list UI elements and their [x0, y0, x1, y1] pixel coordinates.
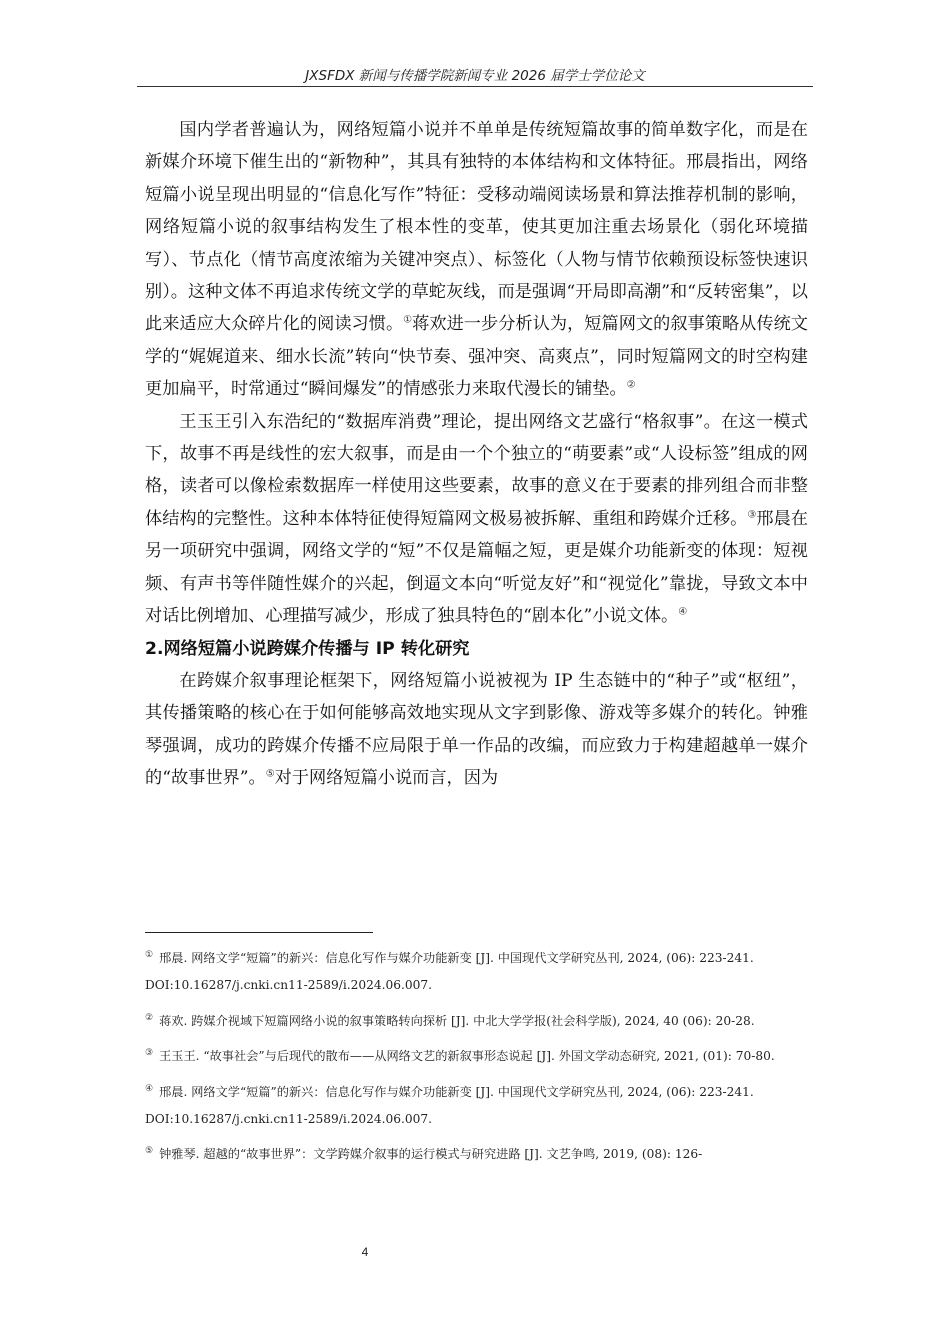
footnote-text: 邢晨. 网络文学“短篇”的新兴：信息化写作与媒介功能新变 [J]. 中国现代文学研究丛刊, 2024, (06): 223-241. DOI:10.16287/j.cnki.cn11-2589/i.2024.06.007.	[145, 951, 754, 993]
paragraph-3	[145, 665, 808, 795]
footnote-mark: ②	[145, 1012, 154, 1023]
footnotes	[145, 945, 808, 1177]
section-heading: 2.网络短篇小说跨媒介传播与 IP 转化研究	[145, 638, 470, 659]
footnote-text: 王玉王. “故事社会”与后现代的散布——从网络文艺的新叙事形态说起 [J]. 外国文学动态研究, 2021, (01): 70-80.	[159, 1049, 775, 1064]
footnote-ref-4[interactable]: ④	[678, 606, 688, 618]
page-number: 4	[361, 1245, 369, 1259]
paragraph-3-text-a: 在跨媒介叙事理论框架下，网络短篇小说被视为 IP 生态链中的“种子”或“枢纽”，其传播策略的核心在于如何能够高效地实现从文字到影像、游戏等多媒介的转化。钟雅琴强调，成功的跨媒介传播不应局限于单一作品的改编，而应致力于构建超越单一媒介的“故事世界”。	[145, 670, 808, 789]
footnote-ref-3[interactable]: ③	[747, 509, 757, 521]
footnote-text: 钟雅琴. 超越的“故事世界”：文学跨媒介叙事的运行模式与研究进路 [J]. 文艺争鸣, 2019, (08): 126-	[159, 1147, 703, 1162]
paragraph-1-text-a: 国内学者普遍认为，网络短篇小说并不单单是传统短篇故事的简单数字化，而是在新媒介环境下催生出的“新物种”，其具有独特的本体结构和文体特征。邢晨指出，网络短篇小说呈现出明显的“信息化写作”特征：受移动端阅读场景和算法推荐机制的影响，网络短篇小说的叙事结构发生了根本性的变革，使其更加注重去场景化（弱化环境描写）、节点化（情节高度浓缩为关键冲突点）、标签化（人物与情节依赖预设标签快速识别）。这种文体不再追求传统文学的草蛇灰线，而是强调“开局即高潮”和“反转密集”，以此来适应大众碎片化的阅读习惯。	[145, 120, 808, 335]
footnote-mark: ⑤	[145, 1146, 154, 1157]
footnote-mark: ③	[145, 1048, 154, 1059]
paragraph-2	[145, 406, 808, 633]
footnote-ref-2[interactable]: ②	[626, 379, 636, 391]
main-body	[145, 114, 808, 795]
footnote-item	[145, 1141, 808, 1168]
footnote-ref-5[interactable]: ⑤	[265, 768, 275, 780]
footnote-item	[145, 1079, 808, 1134]
footnote-divider	[145, 932, 373, 933]
footnote-item	[145, 1008, 808, 1035]
running-header: JXSFDX 新闻与传播学院新闻专业 2026 届学士学位论文	[305, 68, 645, 84]
paragraph-1	[145, 114, 808, 406]
paragraph-2-text-a: 王玉王引入东浩纪的“数据库消费”理论，提出网络文艺盛行“格叙事”。在这一模式下，故事不再是线性的宏大叙事，而是由一个个独立的“萌要素”或“人设标签”组成的网格，读者可以像检索数据库一样使用这些要素，故事的意义在于要素的排列组合而非整体结构的完整性。这种本体特征使得短篇网文极易被拆解、重组和跨媒介迁移。	[145, 411, 808, 529]
paragraph-3-text-b: 对于网络短篇小说而言，因为	[274, 768, 499, 789]
footnote-item	[145, 1043, 808, 1070]
paragraph-2-text-b: 邢晨在另一项研究中强调，网络文学的“短”不仅是篇幅之短，更是媒介功能新变的体现：短视频、有声书等伴随性媒介的兴起，倒逼文本向“听觉友好”和“视觉化”靠拢，导致文本中对话比例增加、心理描写减少，形成了独具特色的“剧本化”小说文体。	[145, 508, 808, 627]
footnote-item	[145, 945, 808, 1000]
footnote-mark: ④	[145, 1083, 154, 1094]
footnote-ref-1[interactable]: ①	[403, 314, 413, 326]
paragraph-1-text-b: 蒋欢进一步分析认为，短篇网文的叙事策略从传统文学的“娓娓道来、细水长流”转向“快节奏、强冲突、高爽点”，同时短篇网文的时空构建更加扁平，时常通过“瞬间爆发”的情感张力来取代漫长的铺垫。	[145, 314, 808, 400]
footnote-mark: ①	[145, 949, 154, 960]
footnote-text: 蒋欢. 跨媒介视域下短篇网络小说的叙事策略转向探析 [J]. 中北大学学报(社会科学版), 2024, 40 (06): 20-28.	[159, 1013, 755, 1028]
header-divider	[137, 86, 813, 87]
footnote-text: 邢晨. 网络文学“短篇”的新兴：信息化写作与媒介功能新变 [J]. 中国现代文学研究丛刊, 2024, (06): 223-241. DOI:10.16287/j.cnki.cn11-2589/i.2024.06.007.	[145, 1084, 754, 1127]
